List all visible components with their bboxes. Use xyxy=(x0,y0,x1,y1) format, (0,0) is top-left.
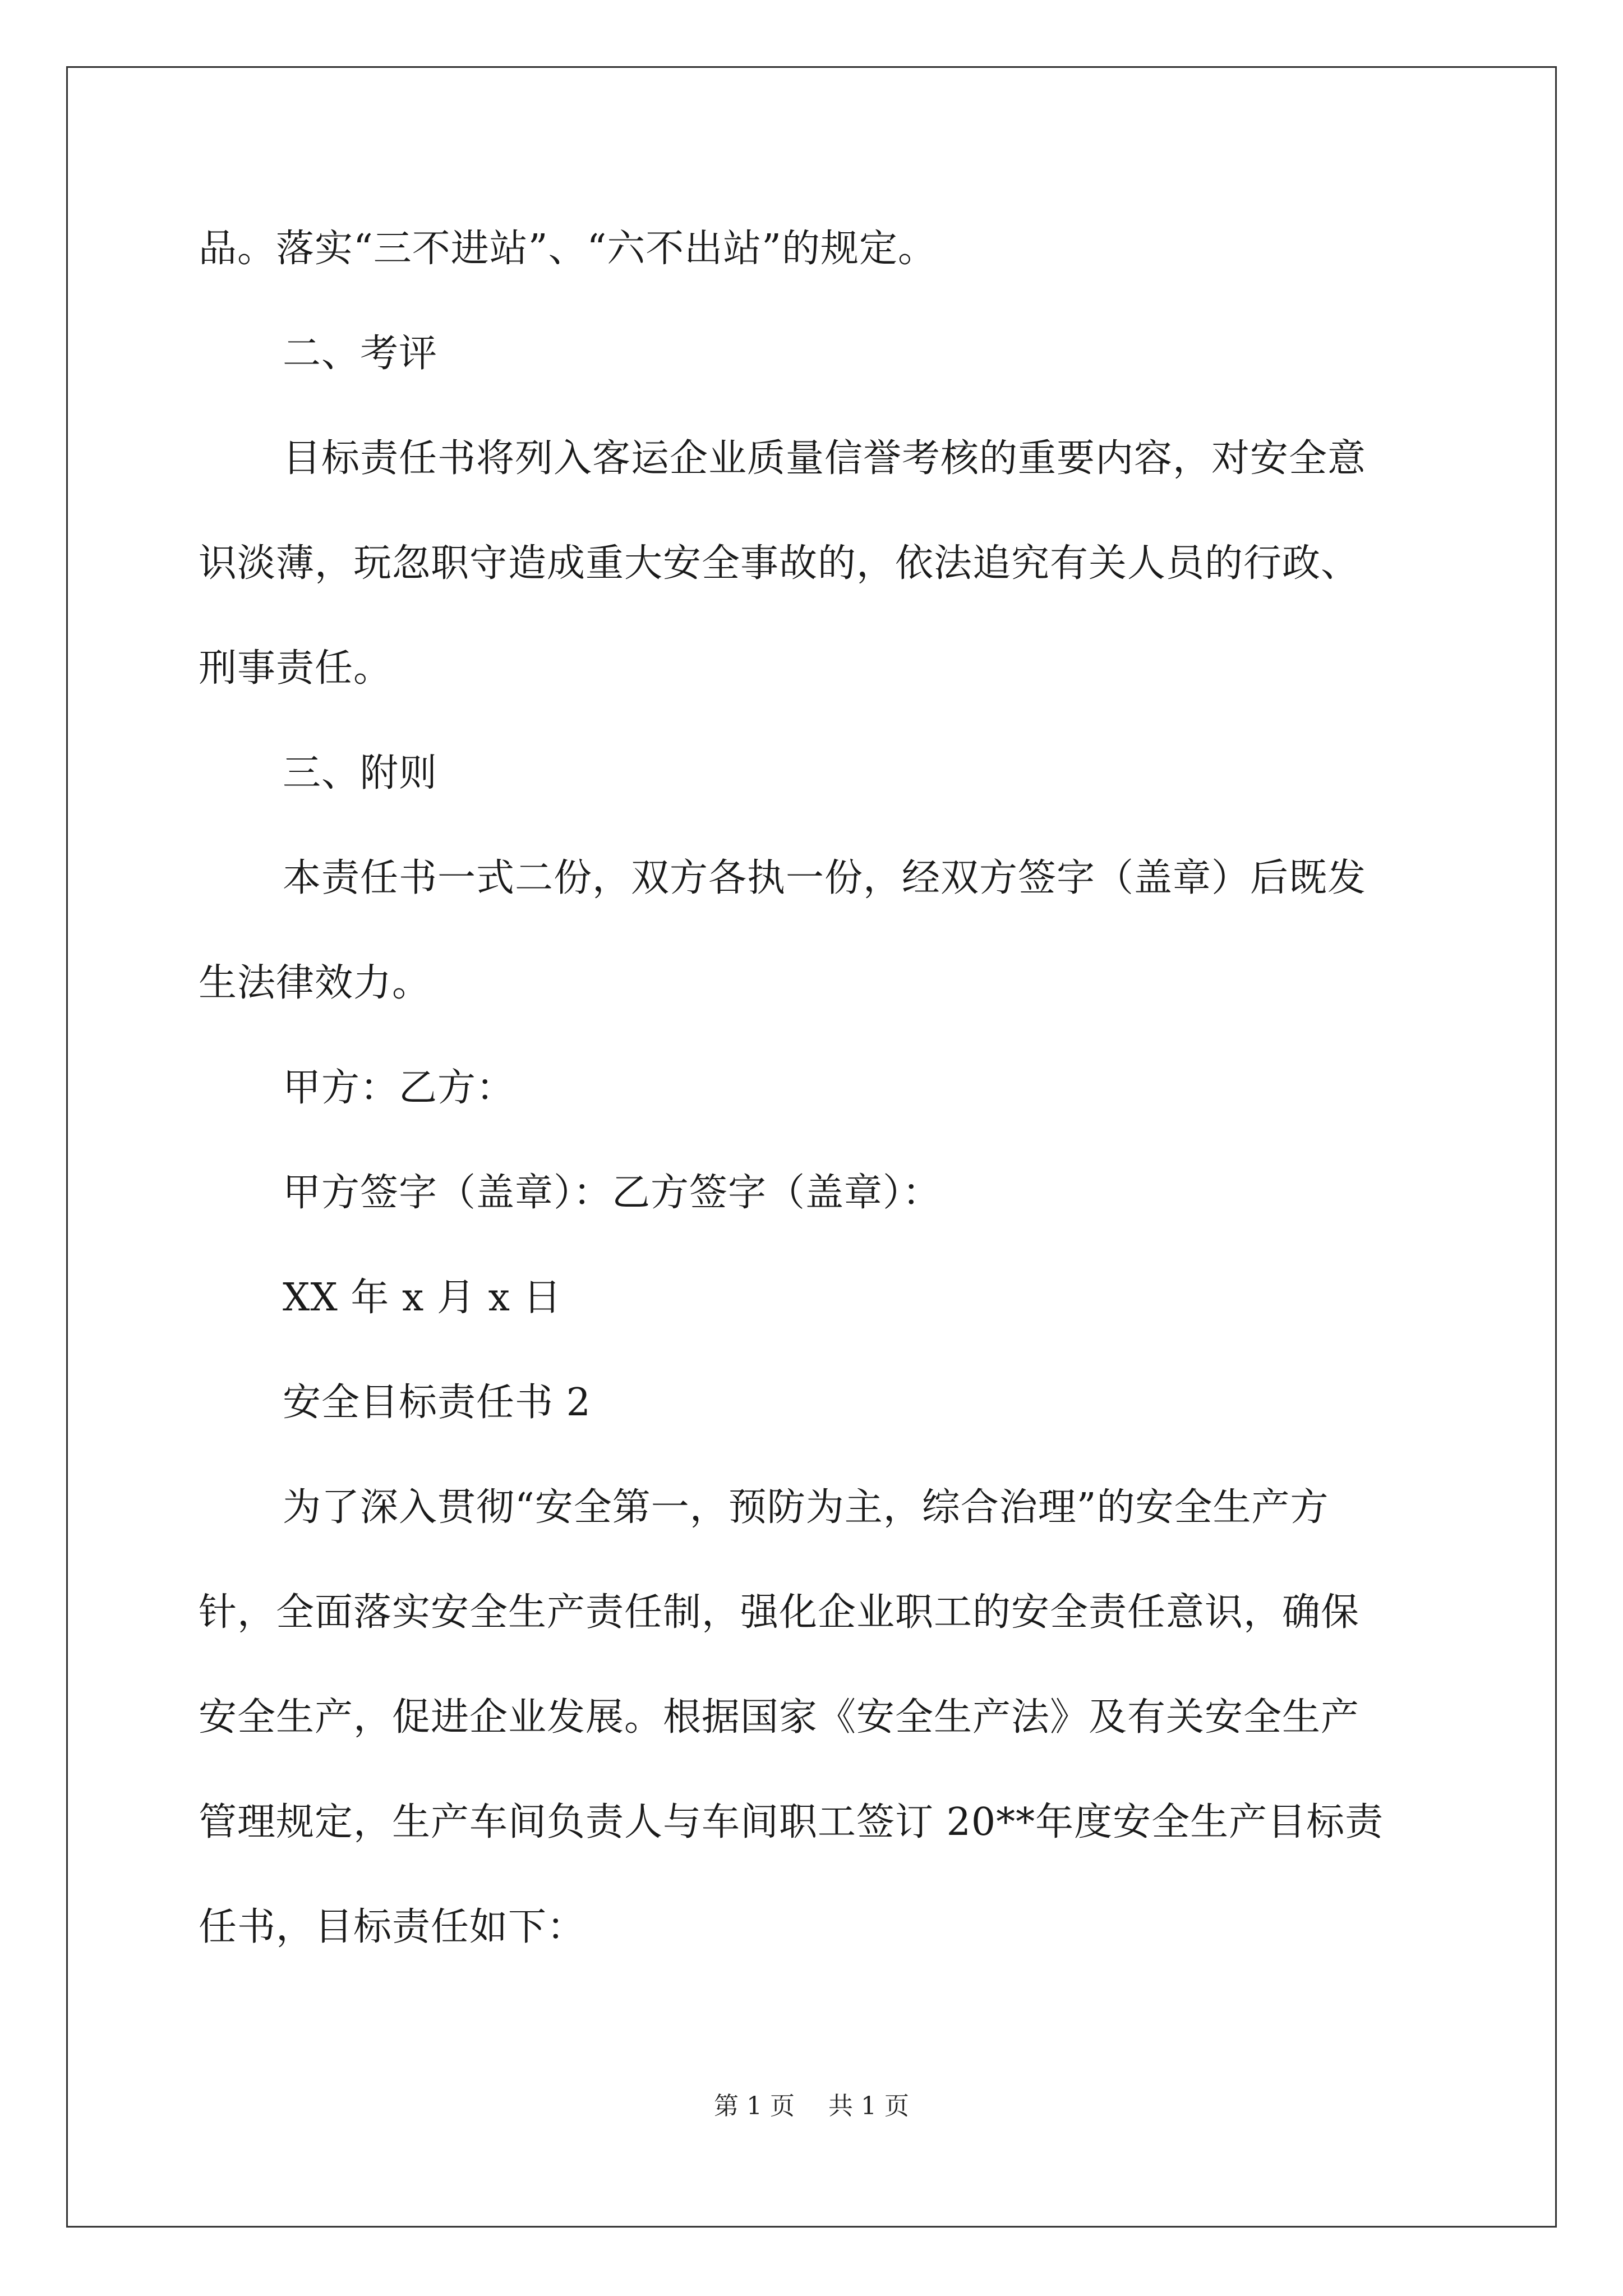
document-subtitle xyxy=(199,1350,1427,1455)
text-line: 本责任书一式二份，双方各执一份，经双方签字（盖章）后既发 xyxy=(283,856,1367,900)
text-line: 生法律效力。 xyxy=(199,961,431,1005)
date-line xyxy=(199,1245,1427,1350)
text-line: 三、附则 xyxy=(283,751,438,795)
page-footer xyxy=(0,2086,1623,2122)
text-line: 甲方：乙方： xyxy=(283,1066,515,1110)
text-line: 二、考评 xyxy=(283,332,438,376)
text-line: 任书，目标责任如下： xyxy=(199,1905,586,1949)
text-line: 识淡薄，玩忽职守造成重大安全事故的，依法追究有关人员的行政、 xyxy=(199,541,1360,586)
paragraph xyxy=(199,826,1427,1036)
section-heading-appendix xyxy=(199,721,1427,826)
text-line: 安全目标责任书 2 xyxy=(283,1381,591,1425)
text-line: 目标责任书将列入客运企业质量信誉考核的重要内容，对安全意 xyxy=(283,436,1367,481)
text-line: 为了深入贯彻“安全第一，预防为主，综合治理”的安全生产方 xyxy=(283,1485,1329,1530)
signature-line xyxy=(199,1140,1427,1245)
document-body xyxy=(199,196,1427,1980)
text-line: XX 年 x 月 x 日 xyxy=(283,1276,562,1320)
text-line: 安全生产，促进企业发展。根据国家《安全生产法》及有关安全生产 xyxy=(199,1695,1360,1740)
text-line: 管理规定，生产车间负责人与车间职工签订 20**年度安全生产目标责 xyxy=(199,1800,1384,1844)
parties-line xyxy=(199,1036,1427,1140)
paragraph xyxy=(199,406,1427,721)
text-line: 刑事责任。 xyxy=(199,646,393,691)
page-total: 共 1 页 xyxy=(828,2092,909,2120)
text-line: 甲方签字（盖章）：乙方签字（盖章）： xyxy=(283,1171,942,1215)
section-heading-evaluation xyxy=(199,301,1427,406)
text-line: 品。落实“三不进站”、“六不出站”的规定。 xyxy=(199,227,937,271)
paragraph xyxy=(199,196,1427,301)
text-line: 针，全面落实安全生产责任制，强化企业职工的安全责任意识，确保 xyxy=(199,1590,1360,1635)
paragraph xyxy=(199,1455,1427,1980)
page-number: 第 1 页 xyxy=(714,2092,795,2120)
